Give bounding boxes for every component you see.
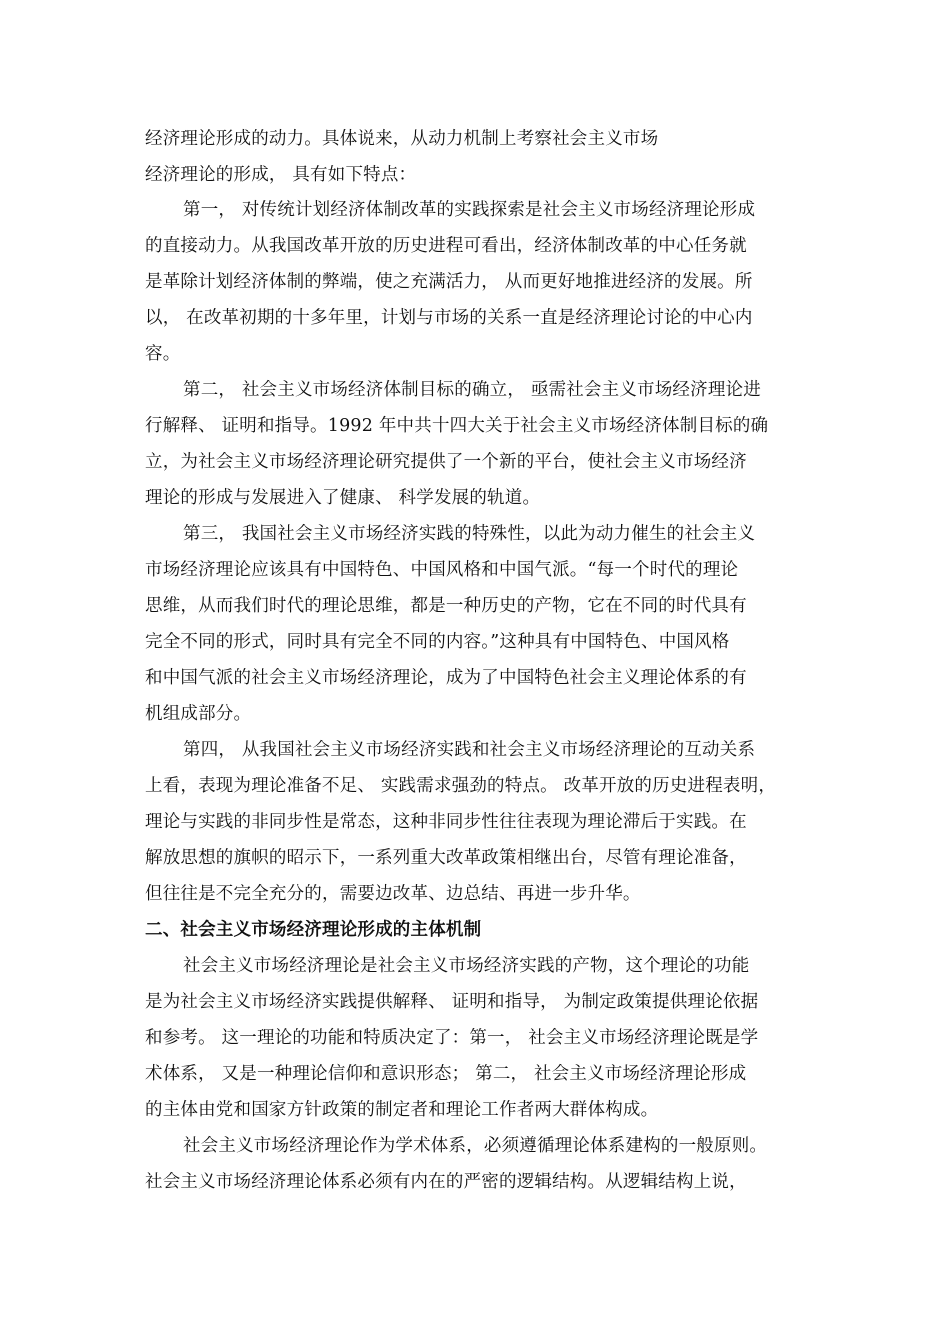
text-line: 经济理论形成的动力。具体说来，从动力机制上考察社会主义市场 — [145, 129, 659, 149]
text-line: 理论与实践的非同步性是常态，这种非同步性往往表现为理论滞后于实践。在 — [145, 812, 747, 832]
text-line: 行解释、 证明和指导。1992 年中共十四大关于社会主义市场经济体制目标的确 — [145, 416, 769, 436]
text-line: 是为社会主义市场经济实践提供解释、 证明和指导， 为制定政策提供理论依据 — [145, 992, 759, 1012]
paragraph-first-line: 第四， 从我国社会主义市场经济实践和社会主义市场经济理论的互动关系 — [183, 740, 756, 760]
text-line: 但往往是不完全充分的，需要边改革、边总结、再进一步升华。 — [145, 884, 641, 904]
text-line: 机组成部分。 — [145, 704, 252, 724]
text-line: 的直接动力。从我国改革开放的历史进程可看出，经济体制改革的中心任务就 — [145, 236, 747, 256]
text-line: 思维，从而我们时代的理论思维，都是一种历史的产物，它在不同的时代具有 — [145, 596, 747, 616]
text-line: 是革除计划经济体制的弊端，使之充满活力， 从而更好地推进经济的发展。所 — [145, 272, 753, 292]
text-line: 以， 在改革初期的十多年里，计划与市场的关系一直是经济理论讨论的中心内 — [145, 308, 753, 328]
paragraph-first-line: 第二， 社会主义市场经济体制目标的确立， 亟需社会主义市场经济理论进 — [183, 380, 761, 400]
text-line: 和参考。 这一理论的功能和特质决定了：第一， 社会主义市场经济理论既是学 — [145, 1028, 759, 1048]
text-line: 和中国气派的社会主义市场经济理论，成为了中国特色社会主义理论体系的有 — [145, 668, 747, 688]
paragraph-first-line: 第三， 我国社会主义市场经济实践的特殊性，以此为动力催生的社会主义 — [183, 524, 756, 544]
text-line: 社会主义市场经济理论体系必须有内在的严密的逻辑结构。从逻辑结构上说， — [145, 1172, 747, 1192]
paragraph-first-line: 第一， 对传统计划经济体制改革的实践探索是社会主义市场经济理论形成 — [183, 200, 756, 220]
text-line: 理论的形成与发展进入了健康、 科学发展的轨道。 — [145, 488, 541, 508]
text-line: 容。 — [145, 344, 181, 364]
text-line: 的主体由党和国家方针政策的制定者和理论工作者两大群体构成。 — [145, 1100, 659, 1120]
text-line: 立，为社会主义市场经济理论研究提供了一个新的平台，使社会主义市场经济 — [145, 452, 747, 472]
text-line: 解放思想的旗帜的昭示下，一系列重大改革政策相继出台，尽管有理论准备， — [145, 848, 747, 868]
paragraph-first-line: 社会主义市场经济理论是社会主义市场经济实践的产物，这个理论的功能 — [183, 956, 750, 976]
text-line: 市场经济理论应该具有中国特色、中国风格和中国气派。“每一个时代的理论 — [145, 560, 739, 580]
text-line: 完全不同的形式，同时具有完全不同的内容。”这种具有中国特色、中国风格 — [145, 632, 730, 652]
text-line: 经济理论的形成， 具有如下特点： — [145, 165, 417, 185]
text-line: 术体系， 又是一种理论信仰和意识形态； 第二， 社会主义市场经济理论形成 — [145, 1064, 747, 1084]
section-heading: 二、社会主义市场经济理论形成的主体机制 — [145, 920, 482, 940]
text-line: 上看，表现为理论准备不足、 实践需求强劲的特点。 改革开放的历史进程表明， — [145, 776, 777, 796]
paragraph-first-line: 社会主义市场经济理论作为学术体系，必须遵循理论体系建构的一般原则。 — [183, 1136, 768, 1156]
